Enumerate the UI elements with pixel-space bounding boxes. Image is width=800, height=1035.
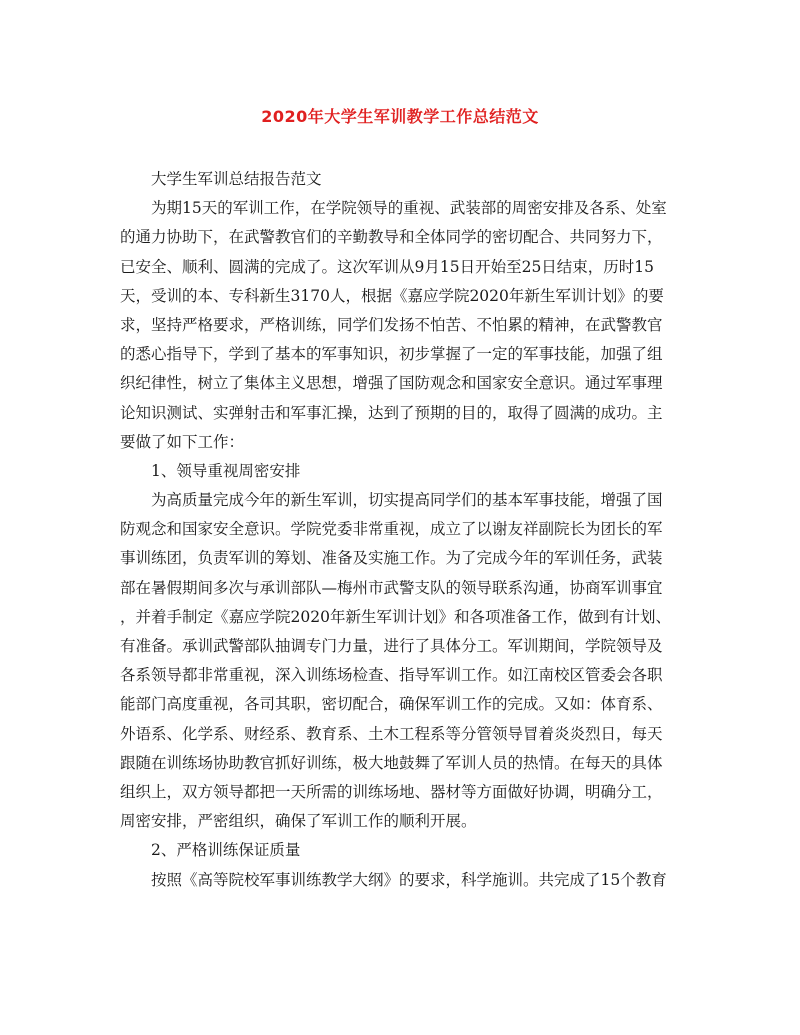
- paragraph-line: 织纪律性，树立了集体主义思想，增强了国防观念和国家安全意识。通过军事理: [120, 374, 663, 393]
- paragraph-line: 事训练团，负责军训的筹划、准备及实施工作。为了完成今年的军训任务，武装: [120, 549, 663, 568]
- paragraph-line: 按照《高等院校军事训练教学大纲》的要求，科学施训。共完成了15个教育: [151, 870, 667, 889]
- paragraph-line: 周密安排，严密组织，确保了军训工作的顺利开展。: [120, 812, 477, 831]
- document-body: [120, 165, 680, 895]
- paragraph-line: 为高质量完成今年的新生军训，切实提高同学们的基本军事技能，增强了国: [151, 491, 663, 510]
- section-heading-2: 2、严格训练保证质量: [151, 841, 301, 860]
- paragraph-line: 的通力协助下，在武警教官们的辛勤教导和全体同学的密切配合、共同努力下，: [120, 228, 663, 247]
- paragraph-line: 能部门高度重视，各司其职，密切配合，确保军训工作的完成。又如：体育系、: [120, 695, 663, 714]
- paragraph-line: 的悉心指导下，学到了基本的军事知识，初步掌握了一定的军事技能，加强了组: [120, 345, 663, 364]
- paragraph-line: 外语系、化学系、财经系、教育系、土木工程系等分管领导冒着炎炎烈日，每天: [120, 724, 663, 743]
- paragraph-line: 为期15天的军训工作，在学院领导的重视、武装部的周密安排及各系、处室: [151, 199, 667, 218]
- paragraph-3: [120, 866, 680, 895]
- paragraph-line: 组织上，双方领导都把一天所需的训练场地、器材等方面做好协调，明确分工，: [120, 782, 663, 801]
- paragraph-line: 部在暑假期间多次与承训部队—梅州市武警支队的领导联系沟通，协商军训事宜: [120, 578, 663, 597]
- paragraph-line: 天，受训的本、专科新生3170人，根据《嘉应学院2020年新生军训计划》的要: [120, 286, 664, 305]
- paragraph-line: ，并着手制定《嘉应学院2020年新生军训计划》和各项准备工作，做到有计划、: [120, 607, 671, 626]
- paragraph-line: 论知识测试、实弹射击和军事汇操，达到了预期的目的，取得了圆满的成功。主: [120, 403, 663, 422]
- paragraph-2: [120, 486, 680, 836]
- paragraph-line: 有准备。承训武警部队抽调专门力量，进行了具体分工。军训期间，学院领导及: [120, 637, 663, 655]
- document-subtitle: 大学生军训总结报告范文: [151, 170, 322, 188]
- document-title: 2020年大学生军训教学工作总结范文: [261, 107, 539, 126]
- paragraph-line: 防观念和国家安全意识。学院党委非常重视，成立了以谢友祥副院长为团长的军: [120, 520, 663, 539]
- paragraph-line: 求，坚持严格要求，严格训练，同学们发扬不怕苦、不怕累的精神，在武警教官: [120, 315, 663, 334]
- section-heading-1: 1、领导重视周密安排: [151, 461, 301, 480]
- paragraph-line: 已安全、顺利、圆满的完成了。这次军训从9月15日开始至25日结束，历时15: [120, 257, 655, 276]
- paragraph-line: 要做了如下工作：: [120, 432, 245, 451]
- paragraph-1: [120, 194, 680, 457]
- paragraph-line: 跟随在训练场协助教官抓好训练，极大地鼓舞了军训人员的热情。在每天的具体: [120, 753, 663, 772]
- paragraph-line: 各系领导都非常重视，深入训练场检查、指导军训工作。如江南校区管委会各职: [120, 666, 663, 685]
